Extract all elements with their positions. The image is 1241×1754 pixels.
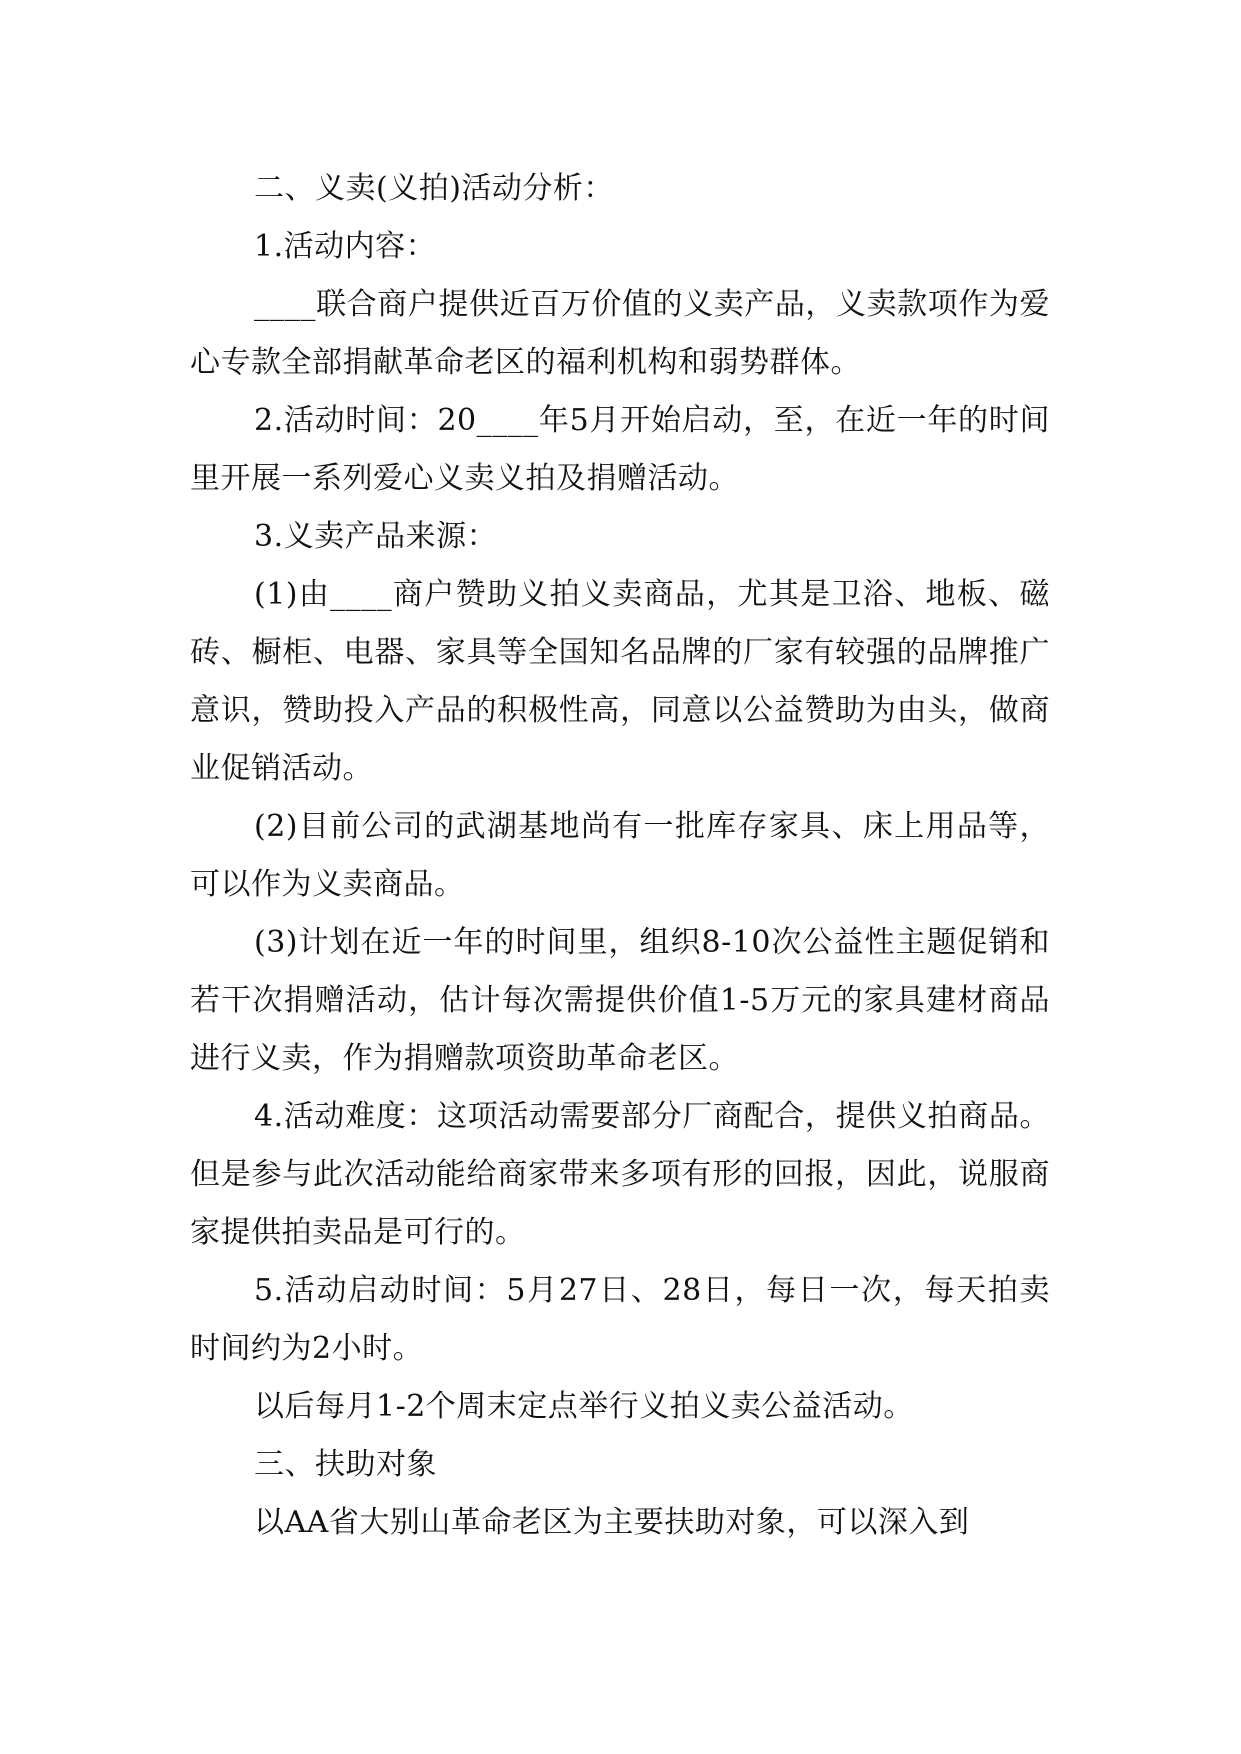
item-1-heading: 1.活动内容： bbox=[254, 229, 437, 264]
item-3-3-paragraph: (3)计划在近一年的时间里，组织8-10次公益性主题促销和若干次捐赠活动，估计每次需提供价值1-5万元的家具建材商品进行义卖，作为捐赠款项资助革命老区。 bbox=[190, 925, 1050, 1076]
document-body bbox=[190, 160, 1050, 1552]
target-paragraph: 以AA省大别山革命老区为主要扶助对象，可以深入到 bbox=[254, 1505, 970, 1540]
item-4-paragraph: 4.活动难度：这项活动需要部分厂商配合，提供义拍商品。但是参与此次活动能给商家带来多项有形的回报，因此，说服商家提供拍卖品是可行的。 bbox=[190, 1099, 1050, 1250]
item-3-heading: 3.义卖产品来源： bbox=[254, 519, 498, 554]
item-3-2-paragraph: (2)目前公司的武湖基地尚有一批库存家具、床上用品等，可以作为义卖商品。 bbox=[190, 809, 1050, 902]
section-heading-2: 二、义卖(义拍)活动分析： bbox=[254, 171, 614, 206]
item-3-1-paragraph: (1)由____商户赞助义拍义卖商品，尤其是卫浴、地板、磁砖、橱柜、电器、家具等全国知名品牌的厂家有较强的品牌推广意识，赞助投入产品的积极性高，同意以公益赞助为由头，做商业促销活动。 bbox=[190, 577, 1050, 786]
item-2-paragraph: 2.活动时间：20____年5月开始启动，至，在近一年的时间里开展一系列爱心义卖义拍及捐赠活动。 bbox=[190, 403, 1050, 496]
item-1-paragraph: ____联合商户提供近百万价值的义卖产品，义卖款项作为爱心专款全部捐献革命老区的福利机构和弱势群体。 bbox=[190, 287, 1050, 380]
section-heading-3: 三、扶助对象 bbox=[254, 1447, 437, 1482]
item-5-paragraph: 5.活动启动时间：5月27日、28日，每日一次，每天拍卖时间约为2小时。 bbox=[190, 1273, 1050, 1366]
followup-paragraph: 以后每月1-2个周末定点举行义拍义卖公益活动。 bbox=[254, 1389, 914, 1424]
